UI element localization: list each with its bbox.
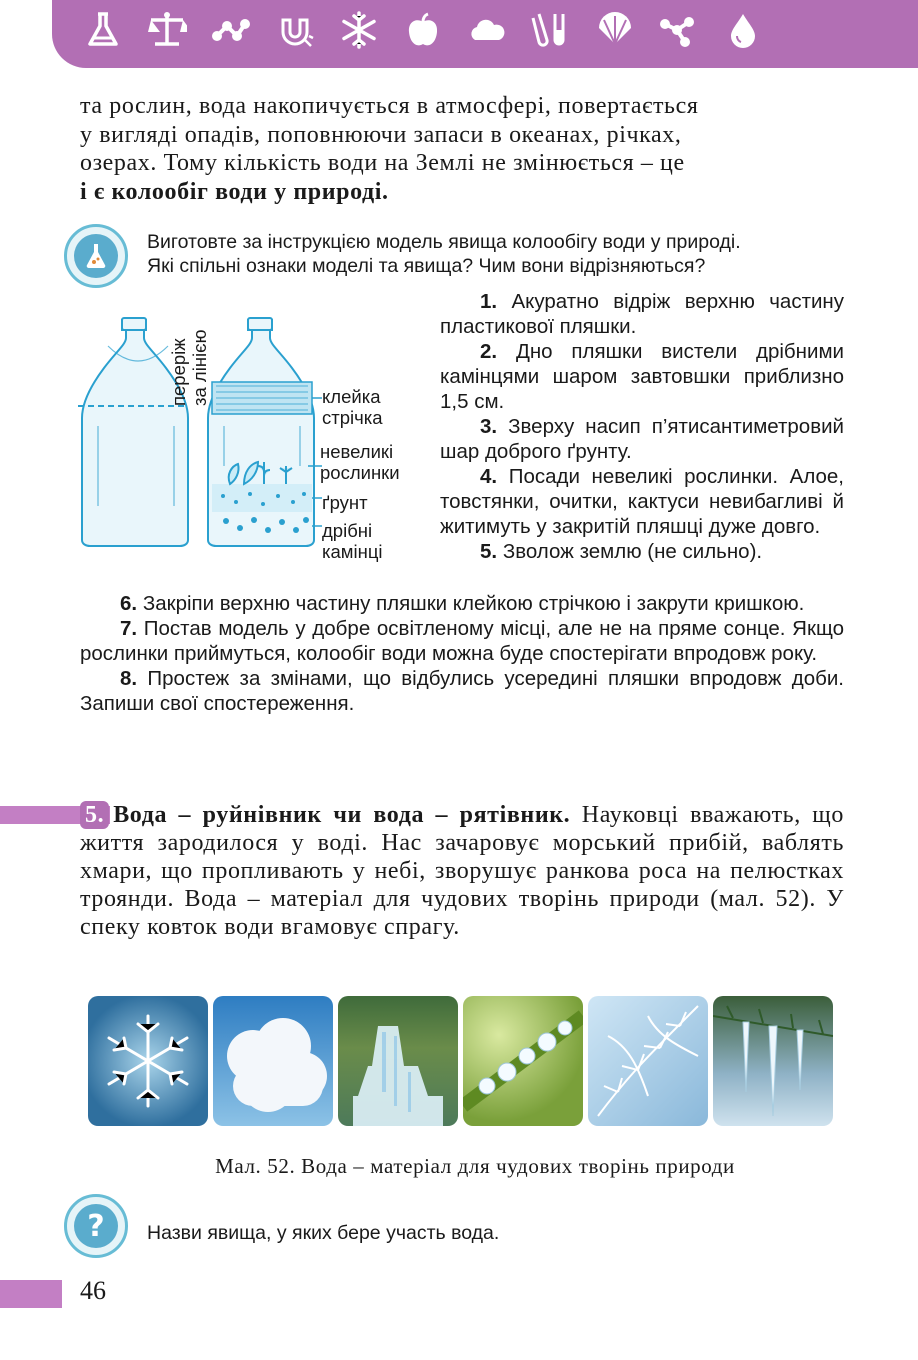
cut-label-line-1: переріж [168,338,189,406]
step-5 [440,539,844,564]
step-number: 5. [480,540,498,563]
magnet-icon [274,6,316,54]
figure-caption: Мал. 52. Вода – матеріал для чудових творінь природи [215,1154,735,1178]
molecule-icon [210,6,252,54]
snowflake-icon [338,6,380,54]
flask-icon [82,6,124,54]
question-icon [64,1194,128,1258]
apple-icon [402,6,444,54]
photo-strip [88,996,833,1126]
cloud-icon [466,6,508,54]
step-1 [440,289,844,339]
cut-label-line-2: за лінією [189,329,210,406]
step-2 [440,339,844,414]
intro-line: та рослин, вода накопичується в атмосфері, повертається [80,93,699,119]
dew-drops-photo [463,996,583,1126]
section-title: Вода – руйнівник чи вода – рятівник. [113,802,571,828]
molecule-chain-icon [658,6,700,54]
experiment-task-icon [64,224,128,288]
clouds-photo [213,996,333,1126]
step-number: 2. [480,340,498,363]
snowflake-photo [88,996,208,1126]
question-text: Назви явища, у яких бере участь вода. [147,1222,500,1244]
page-marker-bar [0,1280,62,1308]
task-line-2: Які спільні ознаки моделі та явища? Чим вони відрізняються? [147,255,706,277]
step-number: 8. [120,667,138,690]
section-5-paragraph [80,801,844,941]
intro-line: і є колообіг води у природі. [80,178,389,205]
step-text: Закріпи верхню частину пляшки клейкою стрічкою і закрути кришкою. [142,592,805,615]
icicles-photo [713,996,833,1126]
section-number-badge: 5. [80,801,109,829]
page-number: 46 [80,1276,106,1305]
step-text: Постав модель у добре освітленому місці, але не на пряме сонце. Якщо рослинки приймуться, колообіг води можна буде спостерігати впродовж року. [80,617,844,665]
scales-icon [146,6,188,54]
step-3 [440,414,844,464]
top-banner [52,0,918,68]
step-number: 6. [120,592,138,615]
step-7 [80,616,844,666]
step-text: Зволож землю (не сильно). [502,540,763,563]
task-line-1: Виготовте за інструкцією модель явища колообігу води у природі. [147,231,741,253]
step-number: 1. [480,290,498,313]
step-text: Простеж за змінами, що відбулись усередині пляшки впродовж доби. Запиши свої спостереження. [80,667,844,715]
stones-label: дрібні камінці [322,520,383,562]
step-number: 4. [480,465,498,488]
plants-label: невеликі рослинки [320,441,400,483]
waterfall-photo [338,996,458,1126]
steps-right-column [440,289,844,564]
test-tubes-icon [530,6,572,54]
intro-line: озерах. Тому кількість води на Землі не змінюється – це [80,150,685,176]
step-6 [80,591,844,616]
shell-icon [594,6,636,54]
bottle-model-figure [78,306,423,576]
step-text: Зверху насип п’ятисантиметровий шар доброго ґрунту. [440,415,844,463]
tape-label: клейка стрічка [322,386,383,428]
intro-paragraph [80,92,844,206]
step-text: Акуратно відріж верхню частину пластикової пляшки. [440,290,844,338]
steps-full-width [80,591,844,716]
frost-pattern-photo [588,996,708,1126]
intro-line: у вигляді опадів, поповнюючи запаси в океанах, річках, [80,121,682,148]
task-text [147,230,867,278]
drop-icon [722,6,764,54]
cut-label [168,306,214,406]
section-text: Науковці вважають, що життя зародилося у воді. Нас зачаровує морський прибій, ваблять хмари, що пропливають у небі, зворушує ранкова роса на пелюстках троянди. Вода – матеріал для чудових творінь природи (мал. 52). У спеку ковток води вгамовує спрагу. [80,802,844,940]
step-text: Посади невеликі рослинки. Алое, товстянки, очитки, кактуси невибагливі й житимуть у закритій пляшці дуже довго. [440,465,845,538]
step-4 [440,464,844,539]
step-number: 3. [480,415,498,438]
step-text: Дно пляшки вистели дрібними камінцями шаром завтовшки приблизно 1,5 см. [440,340,844,413]
question-mark: ? [87,1208,105,1244]
step-number: 7. [120,617,138,640]
step-8 [80,666,844,716]
soil-label: ґрунт [322,492,368,513]
